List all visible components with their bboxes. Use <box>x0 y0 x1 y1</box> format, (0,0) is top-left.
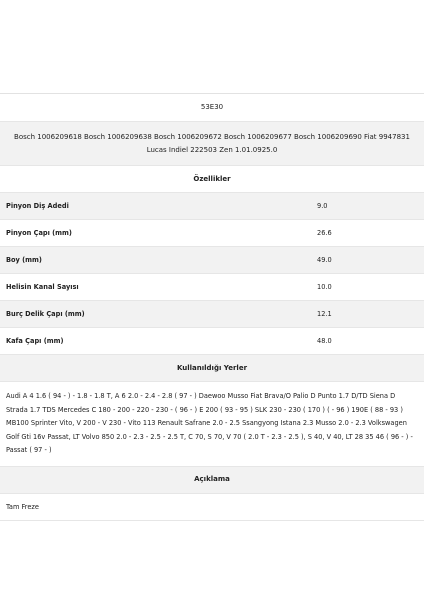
feature-label: Pinyon Diş Adedi <box>6 202 69 210</box>
feature-label: Boy (mm) <box>6 256 42 264</box>
usage-title: Kullanıldığı Yerler <box>176 363 248 372</box>
feature-value: 12.1 <box>317 310 332 318</box>
description-title: Açıklama <box>194 475 230 483</box>
feature-row <box>0 193 424 220</box>
product-spec-sheet <box>0 93 424 521</box>
feature-value: 49.0 <box>317 256 332 264</box>
feature-value: 9.0 <box>317 202 328 210</box>
features-header <box>0 166 424 193</box>
product-code: 53E30 <box>200 103 224 111</box>
feature-label: Helisin Kanal Sayısı <box>6 283 79 291</box>
feature-value: 10.0 <box>317 283 332 291</box>
oem-numbers: Bosch 1006209618 Bosch 1006209638 Bosch 1006209672 Bosch 1006209677 Bosch 1006209690 Fiat 9947831 Lucas Indiel 222503 Zen 1.01.0925.0 <box>14 132 410 154</box>
feature-row <box>0 274 424 301</box>
feature-row <box>0 247 424 274</box>
feature-value: 26.6 <box>317 229 332 237</box>
feature-row <box>0 328 424 355</box>
features-title: Özellikler <box>193 174 231 183</box>
feature-row <box>0 220 424 247</box>
usage-header <box>0 355 424 382</box>
feature-label: Kafa Çapı (mm) <box>6 337 64 345</box>
product-code-row <box>0 94 424 122</box>
feature-row <box>0 301 424 328</box>
description-text: Tam Freze <box>0 494 424 521</box>
feature-label: Burç Delik Çapı (mm) <box>6 310 85 318</box>
feature-value: 48.0 <box>317 337 332 345</box>
oem-numbers-row <box>0 122 424 166</box>
description-header <box>0 467 424 494</box>
feature-label: Pinyon Çapı (mm) <box>6 229 72 237</box>
usage-text: Audi A 4 1.6 ( 94 - ) - 1.8 - 1.8 T, A 6 2.0 - 2.4 - 2.8 ( 97 - ) Daewoo Musso Fiat Brava/O Palio D Punto 1.7 D/TD Siena D Strada 1.7 TDS Mercedes C 180 - 200 - 220 - 230 - ( 96 - ) E 200 ( 93 - 95 ) SLK 230 - 230 ( 170 ) ( - 96 ) 190E ( 88 - 93 ) MB100 Sprinter Vito, V 200 - V 230 - Vito 113 Renault Safrane 2.0 - 2.5 Ssangyong Istana 2.3 Musso 2.0 - 2.3 Volkswagen Golf Gti 16v Passat, LT Volvo 850 2.0 - 2.3 - 2.5 - 2.5 T, C 70, S 70, V 70 ( 2.0 T - 2.3 - 2.5 ), S 40, V 40, LT 28 35 46 ( 96 - ) - Passat ( 97 - ) <box>0 382 424 467</box>
